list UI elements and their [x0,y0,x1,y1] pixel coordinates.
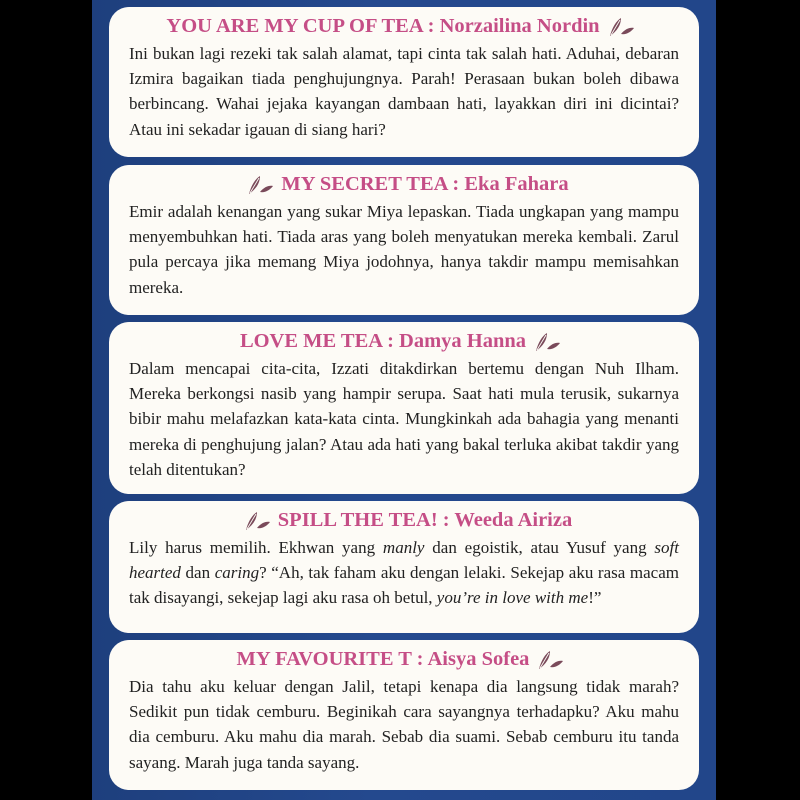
body-italic: manly [382,538,425,557]
body-italic: soft hearted [129,538,679,583]
body-italic: you’re in love with me [436,588,589,608]
body-italic: caring [214,563,260,583]
tea-leaf-icon [242,510,272,532]
tea-leaf-icon [245,174,275,196]
body-text: Lily harus memilih. Ekhwan yang [129,538,383,557]
story-title-text-1: YOU ARE MY CUP OF TEA : Norzailina Nordin [166,15,600,37]
story-card-4 [109,501,699,633]
story-title-3 [129,328,679,354]
story-title-text-3: LOVE ME TEA : Damya Hanna [239,330,527,352]
story-body-4 [129,535,679,611]
story-body-1: Ini bukan lagi rezeki tak salah alamat, tapi cinta tak salah hati. Aduhai, debaran Izmira bagaikan tiada penghujungnya. Parah! Perasaan bukan boleh dibawa berbincang. Wahai jejaka kayangan dambaan hati, layakkan diri ini dicintai? Atau ini sekadar igauan di siang hari? [129,44,679,139]
story-body-2: Emir adalah kenangan yang sukar Miya lepaskan. Tiada ungkapan yang mampu menyembuhkan hati. Tiada aras yang boleh menyatukan mereka kembali. Zarul pula percaya jika memang Miya jodohnya, hanya takdir mampu memisahkan mereka. [129,202,679,297]
story-title-2 [129,171,679,197]
story-body-3: Dalam mencapai cita-cita, Izzati ditakdirkan bertemu dengan Nuh Ilham. Mereka berkongsi nasib yang hampir serupa. Saat hati mula terusik, sukarnya bibir mahu melafazkan kata-kata cinta. Mungkinkah ada bahagia yang menanti mereka di penghujung jalan? Atau ada hati yang bakal terluka akibat takdir yang telah ditentukan? [129,359,679,479]
tea-leaf-icon [606,16,636,38]
story-title-4 [129,507,679,533]
story-card-1 [109,7,699,157]
story-card-5 [109,640,699,790]
story-title-1 [129,13,679,39]
story-title-text-2: MY SECRET TEA : Eka Fahara [281,173,569,195]
story-title-5 [129,646,679,672]
story-title-text-4: SPILL THE TEA! : Weeda Airiza [277,509,573,531]
tea-leaf-icon [535,649,565,671]
story-title-text-5: MY FAVOURITE T : Aisya Sofea [236,648,530,670]
body-text: dan egoistik, atau Yusuf yang [424,538,655,557]
tea-leaf-icon [532,331,562,353]
story-card-3 [109,322,699,494]
story-card-2 [109,165,699,315]
body-text: ? “Ah, tak faham aku dengan lelaki. Sekejap aku rasa macam tak disayangi, sekejap lagi aku rasa oh betul, [129,563,679,608]
story-body-5: Dia tahu aku keluar dengan Jalil, tetapi kenapa dia langsung tidak marah? Sedikit pun tidak cemburu. Beginikah cara sayangnya terhadapku? Aku mahu dia cemburu. Aku mahu dia marah. Sebab dia suami. Sebab cemburu itu tanda sayang. Marah juga tanda sayang. [129,677,679,772]
body-text: !” [588,588,602,608]
body-text: dan [180,563,215,583]
